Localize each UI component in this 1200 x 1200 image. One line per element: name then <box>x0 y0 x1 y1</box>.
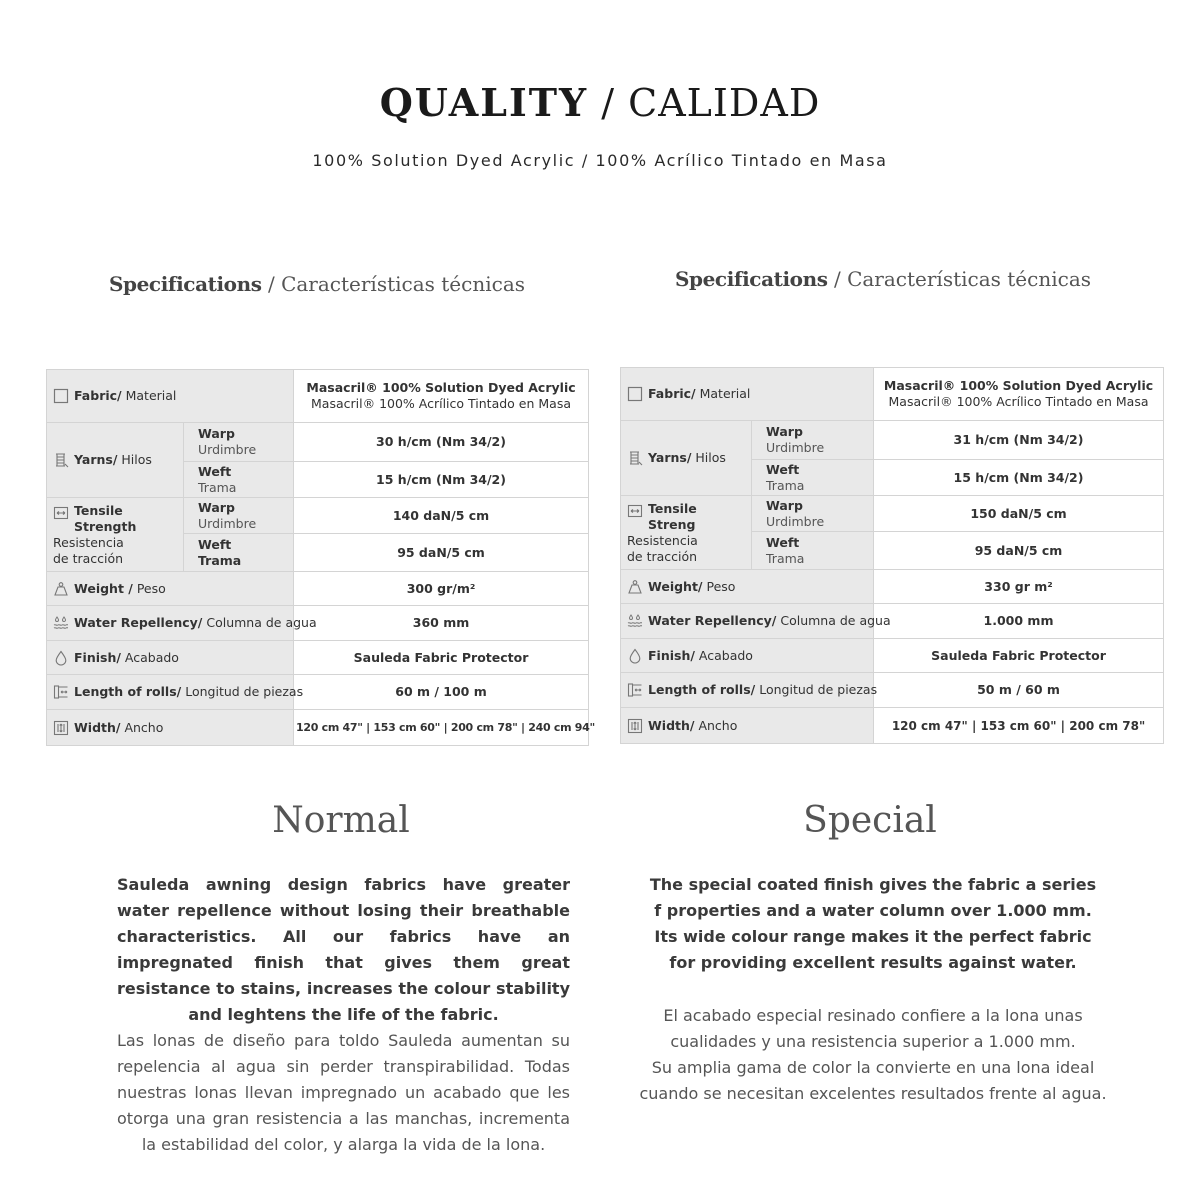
water-drops-icon <box>53 615 69 631</box>
length-value: 60 m / 100 m <box>294 675 589 710</box>
tensile-label-es1: Resistencia <box>53 534 124 550</box>
fabric-label-es: Material <box>699 386 751 401</box>
yarns-warp-value: 31 h/cm (Nm 34/2) <box>874 421 1164 460</box>
yarns-label <box>47 423 184 498</box>
fabric-label <box>621 368 874 421</box>
yarns-warp-label <box>184 423 294 462</box>
width-value: 120 cm 47" | 153 cm 60" | 200 cm 78" | 240 cm 94" <box>294 710 589 746</box>
finish-value: Sauleda Fabric Protector <box>874 639 1164 673</box>
width-label-en: Width/ <box>74 719 121 735</box>
tensile-weft-value: 95 daN/5 cm <box>294 534 589 572</box>
spool-icon <box>53 452 69 468</box>
spec-heading-special <box>620 267 1146 291</box>
table-row-weight <box>621 570 1164 604</box>
tensile-label-en: Tensile Streng <box>648 500 697 532</box>
weight-label-es: Peso <box>136 580 166 596</box>
fabric-value-es: Masacril® 100% Acrílico Tintado en Masa <box>888 394 1149 409</box>
water-value: 1.000 mm <box>874 604 1164 639</box>
water-label <box>621 604 891 639</box>
tensile-warp-label <box>184 498 294 534</box>
fabric-label-es: Material <box>125 388 177 403</box>
yarns-weft-value: 15 h/cm (Nm 34/2) <box>294 462 589 498</box>
warp-es: Urdimbre <box>198 515 257 531</box>
special-description-es-line: cuando se necesitan excelentes resultados frente al agua. <box>639 1084 1107 1103</box>
weight-icon <box>627 579 643 595</box>
tensile-icon <box>627 503 643 519</box>
fabric-label-en: Fabric/ <box>74 388 122 403</box>
weight-icon <box>53 581 69 597</box>
finish-label <box>621 639 874 673</box>
tensile-label <box>47 498 184 572</box>
tensile-weft-label <box>752 532 874 570</box>
spool-icon <box>627 450 643 466</box>
page-title <box>0 80 1200 125</box>
tensile-warp-label <box>752 496 874 532</box>
spec-table-special <box>620 367 1164 744</box>
table-row-water <box>621 604 1164 639</box>
table-row-width <box>621 708 1164 744</box>
table-row-fabric <box>621 368 1164 421</box>
weft-en: Weft <box>766 461 800 477</box>
yarns-weft-value: 15 h/cm (Nm 34/2) <box>874 460 1164 496</box>
finish-label-en: Finish/ <box>648 647 695 663</box>
yarns-label-en: Yarns/ <box>74 452 118 467</box>
width-icon <box>53 720 69 736</box>
tensile-warp-value: 140 daN/5 cm <box>294 498 589 534</box>
square-icon <box>53 388 69 404</box>
normal-description-es: Las lonas de diseño para toldo Sauleda aumentan su repelencia al agua sin perder transpirabilidad. Todas nuestras lonas llevan impregnado un acabado que les otorga una gran resistencia a las manchas, incrementa la estabilidad del color, y alarga la vida de la lona. <box>117 1031 570 1154</box>
roll-icon <box>53 684 69 700</box>
page-subtitle: 100% Solution Dyed Acrylic / 100% Acrílico Tintado en Masa <box>312 151 888 170</box>
yarns-warp-label <box>752 421 874 460</box>
yarns-warp-value: 30 h/cm (Nm 34/2) <box>294 423 589 462</box>
table-row-length <box>47 675 589 710</box>
table-row-yarns-warp <box>621 421 1164 460</box>
tensile-label-es2: de tracción <box>53 550 124 566</box>
table-row-yarns-warp <box>47 423 589 462</box>
weft-en: Weft <box>198 536 232 552</box>
weft-en: Weft <box>198 463 232 479</box>
finish-label-es: Acabado <box>698 647 753 663</box>
normal-description-en: Sauleda awning design fabrics have greater water repellence without losing their breathable characteristics. All our fabrics have an impregnated finish that gives them great resistance to stains, increases the colour stability and leghtens the life of the fabric. <box>117 875 570 1024</box>
weft-es: Trama <box>198 552 242 568</box>
weight-label <box>621 570 874 604</box>
length-label <box>47 675 304 710</box>
fabric-value-en: Masacril® 100% Solution Dyed Acrylic <box>306 380 576 395</box>
special-description-en-line: for providing excellent results against water. <box>669 953 1077 972</box>
length-label <box>621 673 878 708</box>
yarns-label <box>621 421 752 496</box>
tensile-icon <box>53 505 69 521</box>
yarns-weft-label <box>184 462 294 498</box>
fabric-value <box>874 368 1164 421</box>
width-label-en: Width/ <box>648 717 695 733</box>
table-row-weight <box>47 572 589 606</box>
length-label-en: Length of rolls/ <box>74 684 182 699</box>
finish-label-en: Finish/ <box>74 649 121 665</box>
special-description-es-line: El acabado especial resinado confiere a la lona unas <box>663 1006 1083 1025</box>
warp-es: Urdimbre <box>766 513 825 529</box>
length-label-es: Longitud de piezas <box>185 684 304 699</box>
table-row-finish <box>621 639 1164 673</box>
water-label <box>47 606 317 641</box>
tensile-label-es1: Resistencia <box>627 532 698 548</box>
weight-label <box>47 572 294 606</box>
length-value: 50 m / 60 m <box>874 673 1164 708</box>
table-row-length <box>621 673 1164 708</box>
weight-label-en: Weight/ <box>648 578 703 594</box>
yarns-weft-label <box>752 460 874 496</box>
weft-es: Trama <box>198 479 237 495</box>
special-description-en-line: The special coated finish gives the fabric a series <box>649 875 1097 894</box>
warp-en: Warp <box>766 424 803 439</box>
special-description-es <box>620 1003 1126 1107</box>
table-row-water <box>47 606 589 641</box>
width-value: 120 cm 47" | 153 cm 60" | 200 cm 78" <box>874 708 1164 744</box>
warp-es: Urdimbre <box>766 440 825 455</box>
water-drops-icon <box>627 613 643 629</box>
water-label-es: Columna de agua <box>780 613 891 628</box>
yarns-label-es: Hilos <box>121 452 152 467</box>
water-value: 360 mm <box>294 606 589 641</box>
weight-label-es: Peso <box>706 578 736 594</box>
fabric-value-es: Masacril® 100% Acrílico Tintado en Masa <box>311 396 571 411</box>
title-separator: / <box>601 81 616 125</box>
tensile-weft-label <box>184 534 294 572</box>
table-row-tensile-warp <box>621 496 1164 532</box>
title-bold: QUALITY <box>379 80 589 125</box>
section-title-special: Special <box>803 800 937 841</box>
spec-table-normal <box>46 369 595 746</box>
water-label-es: Columna de agua <box>206 615 317 630</box>
fabric-value <box>294 370 589 423</box>
drop-icon <box>627 648 643 664</box>
square-icon <box>627 386 643 402</box>
table-row-fabric <box>47 370 589 423</box>
finish-label <box>47 641 294 675</box>
warp-es: Urdimbre <box>198 442 257 457</box>
weft-en: Weft <box>766 534 800 550</box>
yarns-label-es: Hilos <box>695 450 726 465</box>
tensile-weft-value: 95 daN/5 cm <box>874 532 1164 570</box>
length-label-en: Length of rolls/ <box>648 682 756 697</box>
yarns-label-en: Yarns/ <box>648 450 692 465</box>
weight-value: 300 gr/m² <box>294 572 589 606</box>
spec-heading-bold: Specifications <box>674 267 828 291</box>
spec-heading-light: / Características técnicas <box>833 267 1092 291</box>
warp-en: Warp <box>198 499 235 515</box>
special-description-en-line: f properties and a water column over 1.000 mm. <box>654 901 1092 920</box>
spec-heading-normal <box>46 272 588 296</box>
width-label <box>47 710 294 746</box>
warp-en: Warp <box>766 497 803 513</box>
weight-value: 330 gr m² <box>874 570 1164 604</box>
special-description-es-line: Su amplia gama de color la convierte en una lona ideal <box>651 1058 1095 1077</box>
finish-label-es: Acabado <box>124 649 179 665</box>
fabric-value-en: Masacril® 100% Solution Dyed Acrylic <box>883 378 1154 393</box>
water-label-en: Water Repellency/ <box>74 615 203 630</box>
weight-label-en: Weight / <box>74 580 133 596</box>
table-row-width <box>47 710 589 746</box>
tensile-label-es2: de tracción <box>627 548 698 564</box>
special-description-en <box>620 872 1126 976</box>
spec-heading-bold: Specifications <box>108 272 262 296</box>
fabric-label <box>47 370 294 423</box>
weft-es: Trama <box>766 550 805 566</box>
length-label-es: Longitud de piezas <box>759 682 878 697</box>
width-icon <box>627 718 643 734</box>
special-description-es-line: cualidades y una resistencia superior a 1.000 mm. <box>670 1032 1076 1051</box>
title-light: CALIDAD <box>628 81 821 125</box>
width-label-es: Ancho <box>124 719 164 735</box>
fabric-label-en: Fabric/ <box>648 386 696 401</box>
water-label-en: Water Repellency/ <box>648 613 777 628</box>
weft-es: Trama <box>766 477 805 493</box>
special-description-en-line: Its wide colour range makes it the perfect fabric <box>654 927 1092 946</box>
width-label <box>621 708 874 744</box>
drop-icon <box>53 650 69 666</box>
finish-value: Sauleda Fabric Protector <box>294 641 589 675</box>
table-row-tensile-warp <box>47 498 589 534</box>
tensile-label <box>621 496 752 570</box>
tensile-warp-value: 150 daN/5 cm <box>874 496 1164 532</box>
warp-en: Warp <box>198 426 235 441</box>
table-row-finish <box>47 641 589 675</box>
roll-icon <box>627 682 643 698</box>
section-title-normal: Normal <box>272 800 410 841</box>
width-label-es: Ancho <box>698 717 738 733</box>
tensile-label-en: Tensile Strength <box>74 502 137 534</box>
spec-heading-light: / Características técnicas <box>267 272 526 296</box>
